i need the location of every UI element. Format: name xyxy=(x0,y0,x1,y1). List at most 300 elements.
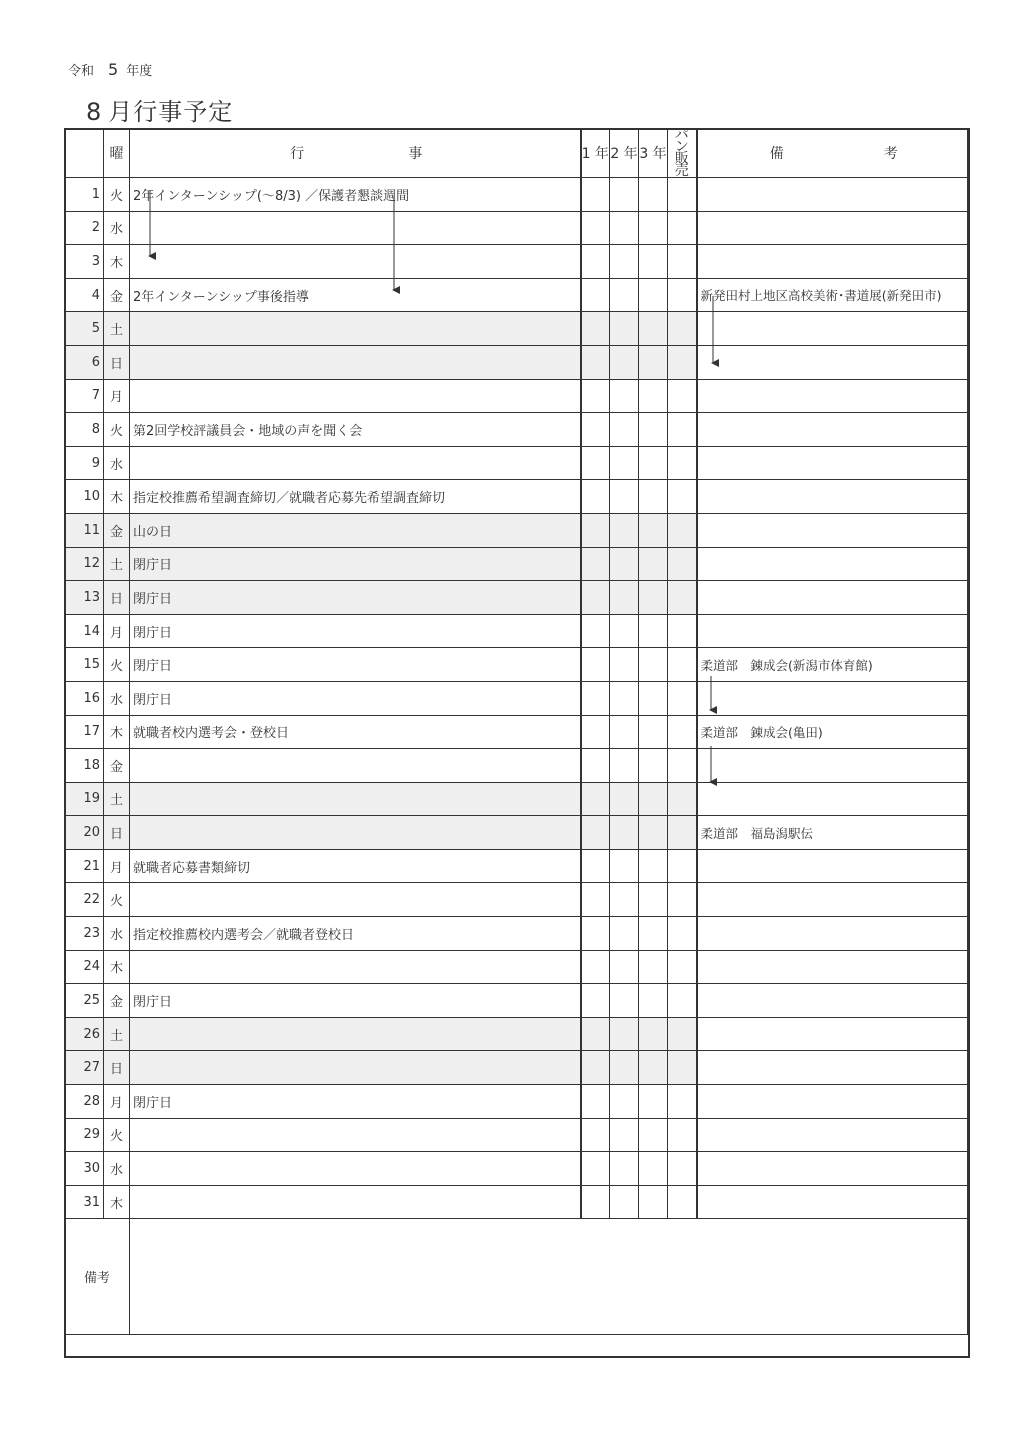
year2-cell[interactable] xyxy=(610,345,639,379)
year3-cell[interactable] xyxy=(639,917,668,951)
day-row xyxy=(65,581,968,615)
bread-sale-cell[interactable] xyxy=(668,513,697,547)
event-cell[interactable]: 就職者応募書類締切 xyxy=(130,849,581,883)
year2-cell[interactable] xyxy=(610,917,639,951)
page-title xyxy=(86,92,233,127)
bread-sale-cell[interactable] xyxy=(668,581,697,615)
note-cell[interactable] xyxy=(697,849,968,883)
note-cell[interactable] xyxy=(697,211,968,245)
day-row xyxy=(65,715,968,749)
year3-cell[interactable] xyxy=(639,245,668,279)
event-cell[interactable] xyxy=(130,749,581,783)
year1-cell[interactable] xyxy=(581,883,610,917)
day-number: 29 xyxy=(65,1118,104,1152)
day-number: 24 xyxy=(65,950,104,984)
event-cell[interactable]: 閉庁日 xyxy=(130,984,581,1018)
day-number: 18 xyxy=(65,749,104,783)
year3-cell[interactable] xyxy=(639,782,668,816)
header-event-a: 行 xyxy=(290,146,305,162)
day-row xyxy=(65,648,968,682)
note-cell[interactable] xyxy=(697,446,968,480)
year3-cell[interactable] xyxy=(639,547,668,581)
year3-cell[interactable] xyxy=(639,1085,668,1119)
year1-cell[interactable] xyxy=(581,178,610,212)
weekday: 水 xyxy=(104,211,130,245)
year2-cell[interactable] xyxy=(610,379,639,413)
header-note-b: 考 xyxy=(883,146,898,162)
year1-cell[interactable] xyxy=(581,1185,610,1219)
day-number: 5 xyxy=(65,312,104,346)
year2-cell[interactable] xyxy=(610,1118,639,1152)
bread-sale-cell[interactable] xyxy=(668,749,697,783)
year3-cell[interactable] xyxy=(639,211,668,245)
year1-cell[interactable] xyxy=(581,614,610,648)
event-cell[interactable] xyxy=(130,1118,581,1152)
day-row xyxy=(65,1152,968,1186)
year1-cell[interactable] xyxy=(581,984,610,1018)
year3-cell[interactable] xyxy=(639,379,668,413)
year1-cell[interactable] xyxy=(581,379,610,413)
note-cell[interactable]: 柔道部 錬成会(亀田) xyxy=(697,715,968,749)
year2-cell[interactable] xyxy=(610,749,639,783)
year3-cell[interactable] xyxy=(639,312,668,346)
bread-sale-cell[interactable] xyxy=(668,614,697,648)
year2-cell[interactable] xyxy=(610,1017,639,1051)
day-row xyxy=(65,211,968,245)
note-cell[interactable] xyxy=(697,614,968,648)
note-cell[interactable] xyxy=(697,480,968,514)
day-number: 1 xyxy=(65,178,104,212)
day-number: 7 xyxy=(65,379,104,413)
weekday: 月 xyxy=(104,849,130,883)
remarks-body[interactable] xyxy=(130,1219,968,1335)
schedule-table xyxy=(64,128,968,1335)
year3-cell[interactable] xyxy=(639,883,668,917)
day-row xyxy=(65,312,968,346)
year2-cell[interactable] xyxy=(610,446,639,480)
day-number: 23 xyxy=(65,917,104,951)
year3-cell[interactable] xyxy=(639,950,668,984)
day-row xyxy=(65,345,968,379)
year3-cell[interactable] xyxy=(639,648,668,682)
year2-cell[interactable] xyxy=(610,782,639,816)
day-number: 22 xyxy=(65,883,104,917)
note-cell[interactable] xyxy=(697,950,968,984)
bread-sale-cell[interactable] xyxy=(668,1152,697,1186)
header-note-a: 備 xyxy=(769,146,784,162)
day-row xyxy=(65,379,968,413)
year2-cell[interactable] xyxy=(610,245,639,279)
header-bread-sale xyxy=(668,129,697,178)
day-row xyxy=(65,1185,968,1219)
event-cell[interactable]: 閉庁日 xyxy=(130,681,581,715)
year3-cell[interactable] xyxy=(639,178,668,212)
weekday: 水 xyxy=(104,1152,130,1186)
year1-cell[interactable] xyxy=(581,816,610,850)
weekday: 金 xyxy=(104,749,130,783)
note-cell[interactable] xyxy=(697,1017,968,1051)
year1-cell[interactable] xyxy=(581,312,610,346)
event-cell[interactable] xyxy=(130,312,581,346)
day-number: 12 xyxy=(65,547,104,581)
event-cell[interactable]: 山の日 xyxy=(130,513,581,547)
weekday: 火 xyxy=(104,648,130,682)
weekday: 水 xyxy=(104,446,130,480)
event-cell[interactable]: 指定校推薦校内選考会／就職者登校日 xyxy=(130,917,581,951)
note-cell[interactable] xyxy=(697,984,968,1018)
year2-cell[interactable] xyxy=(610,715,639,749)
day-row xyxy=(65,278,968,312)
note-cell[interactable] xyxy=(697,917,968,951)
event-cell[interactable]: 閉庁日 xyxy=(130,648,581,682)
weekday: 火 xyxy=(104,413,130,447)
weekday: 木 xyxy=(104,245,130,279)
bread-sale-cell[interactable] xyxy=(668,312,697,346)
year1-cell[interactable] xyxy=(581,849,610,883)
day-row xyxy=(65,749,968,783)
day-row xyxy=(65,1051,968,1085)
year-suffix: 年度 xyxy=(126,64,153,79)
bread-sale-cell[interactable] xyxy=(668,849,697,883)
day-row xyxy=(65,1017,968,1051)
bread-sale-cell[interactable] xyxy=(668,413,697,447)
year3-cell[interactable] xyxy=(639,1185,668,1219)
day-row xyxy=(65,816,968,850)
event-cell[interactable]: 閉庁日 xyxy=(130,581,581,615)
day-row xyxy=(65,245,968,279)
day-row xyxy=(65,413,968,447)
year2-cell[interactable] xyxy=(610,312,639,346)
note-cell[interactable] xyxy=(697,1152,968,1186)
bread-sale-cell[interactable] xyxy=(668,178,697,212)
year1-cell[interactable] xyxy=(581,211,610,245)
event-cell[interactable] xyxy=(130,211,581,245)
bread-sale-cell[interactable] xyxy=(668,1085,697,1119)
event-cell[interactable] xyxy=(130,816,581,850)
weekday: 火 xyxy=(104,178,130,212)
year3-cell[interactable] xyxy=(639,1017,668,1051)
day-number: 17 xyxy=(65,715,104,749)
day-number: 15 xyxy=(65,648,104,682)
header-event xyxy=(130,129,581,178)
year1-cell[interactable] xyxy=(581,1051,610,1085)
header-day xyxy=(65,129,104,178)
day-row xyxy=(65,917,968,951)
year3-cell[interactable] xyxy=(639,1118,668,1152)
year2-cell[interactable] xyxy=(610,1051,639,1085)
weekday: 月 xyxy=(104,1085,130,1119)
bread-sale-cell[interactable] xyxy=(668,883,697,917)
bread-sale-cell[interactable] xyxy=(668,547,697,581)
weekday: 木 xyxy=(104,480,130,514)
note-cell[interactable] xyxy=(697,547,968,581)
remarks-label: 備考 xyxy=(65,1219,130,1335)
day-row xyxy=(65,480,968,514)
year2-cell[interactable] xyxy=(610,681,639,715)
bread-sale-cell[interactable] xyxy=(668,379,697,413)
weekday: 土 xyxy=(104,1017,130,1051)
era-name: 令和 xyxy=(68,64,95,79)
note-cell[interactable] xyxy=(697,178,968,212)
day-row xyxy=(65,681,968,715)
year2-cell[interactable] xyxy=(610,413,639,447)
weekday: 月 xyxy=(104,614,130,648)
day-number: 31 xyxy=(65,1185,104,1219)
weekday: 日 xyxy=(104,581,130,615)
bread-sale-cell[interactable] xyxy=(668,1051,697,1085)
day-number: 21 xyxy=(65,849,104,883)
year2-cell[interactable] xyxy=(610,278,639,312)
year2-cell[interactable] xyxy=(610,950,639,984)
header-year2: 2 年 xyxy=(610,129,639,178)
year2-cell[interactable] xyxy=(610,883,639,917)
year2-cell[interactable] xyxy=(610,480,639,514)
bread-sale-cell[interactable] xyxy=(668,715,697,749)
year3-cell[interactable] xyxy=(639,984,668,1018)
header-year1: 1 年 xyxy=(581,129,610,178)
event-cell[interactable]: 閉庁日 xyxy=(130,547,581,581)
year1-cell[interactable] xyxy=(581,345,610,379)
bread-sale-cell[interactable] xyxy=(668,648,697,682)
event-cell[interactable]: 2年インターンシップ事後指導 xyxy=(130,278,581,312)
year3-cell[interactable] xyxy=(639,480,668,514)
bread-sale-cell[interactable] xyxy=(668,984,697,1018)
year2-cell[interactable] xyxy=(610,1085,639,1119)
day-number: 27 xyxy=(65,1051,104,1085)
year1-cell[interactable] xyxy=(581,278,610,312)
year2-cell[interactable] xyxy=(610,178,639,212)
event-cell[interactable] xyxy=(130,1185,581,1219)
year3-cell[interactable] xyxy=(639,345,668,379)
event-cell[interactable] xyxy=(130,245,581,279)
day-row xyxy=(65,1085,968,1119)
day-number: 11 xyxy=(65,513,104,547)
bread-sale-cell[interactable] xyxy=(668,211,697,245)
note-cell[interactable] xyxy=(697,782,968,816)
event-cell[interactable] xyxy=(130,446,581,480)
bread-sale-cell[interactable] xyxy=(668,681,697,715)
weekday: 土 xyxy=(104,312,130,346)
weekday: 火 xyxy=(104,883,130,917)
bread-sale-cell[interactable] xyxy=(668,816,697,850)
bread-sale-cell[interactable] xyxy=(668,950,697,984)
day-number: 25 xyxy=(65,984,104,1018)
day-number: 19 xyxy=(65,782,104,816)
weekday: 金 xyxy=(104,278,130,312)
year2-cell[interactable] xyxy=(610,1152,639,1186)
weekday: 金 xyxy=(104,984,130,1018)
note-cell[interactable] xyxy=(697,379,968,413)
year2-cell[interactable] xyxy=(610,816,639,850)
day-number: 3 xyxy=(65,245,104,279)
day-row xyxy=(65,849,968,883)
year3-cell[interactable] xyxy=(639,749,668,783)
year1-cell[interactable] xyxy=(581,581,610,615)
year3-cell[interactable] xyxy=(639,849,668,883)
day-number: 6 xyxy=(65,345,104,379)
event-cell[interactable] xyxy=(130,782,581,816)
weekday: 火 xyxy=(104,1118,130,1152)
note-cell[interactable] xyxy=(697,312,968,346)
year3-cell[interactable] xyxy=(639,816,668,850)
note-cell[interactable] xyxy=(697,1118,968,1152)
event-cell[interactable]: 閉庁日 xyxy=(130,614,581,648)
year1-cell[interactable] xyxy=(581,1017,610,1051)
bread-sale-cell[interactable] xyxy=(668,917,697,951)
year3-cell[interactable] xyxy=(639,1051,668,1085)
year1-cell[interactable] xyxy=(581,513,610,547)
year3-cell[interactable] xyxy=(639,278,668,312)
year3-cell[interactable] xyxy=(639,581,668,615)
fiscal-year-label xyxy=(68,60,152,79)
bread-sale-cell[interactable] xyxy=(668,278,697,312)
note-cell[interactable] xyxy=(697,345,968,379)
event-cell[interactable] xyxy=(130,379,581,413)
bread-sale-cell[interactable] xyxy=(668,1185,697,1219)
header-bread-b: 販売 xyxy=(674,151,689,179)
year2-cell[interactable] xyxy=(610,984,639,1018)
day-row xyxy=(65,1118,968,1152)
note-cell[interactable] xyxy=(697,681,968,715)
weekday: 日 xyxy=(104,345,130,379)
header-row xyxy=(65,129,968,178)
note-cell[interactable] xyxy=(697,513,968,547)
weekday: 水 xyxy=(104,681,130,715)
bread-sale-cell[interactable] xyxy=(668,480,697,514)
year3-cell[interactable] xyxy=(639,446,668,480)
year1-cell[interactable] xyxy=(581,749,610,783)
year1-cell[interactable] xyxy=(581,648,610,682)
note-cell[interactable] xyxy=(697,1185,968,1219)
weekday: 木 xyxy=(104,715,130,749)
year2-cell[interactable] xyxy=(610,614,639,648)
year1-cell[interactable] xyxy=(581,547,610,581)
bread-sale-cell[interactable] xyxy=(668,1017,697,1051)
year1-cell[interactable] xyxy=(581,782,610,816)
day-row xyxy=(65,984,968,1018)
bread-sale-cell[interactable] xyxy=(668,245,697,279)
year1-cell[interactable] xyxy=(581,413,610,447)
note-cell[interactable] xyxy=(697,413,968,447)
day-number: 10 xyxy=(65,480,104,514)
era-year: 5 xyxy=(108,60,119,79)
bread-sale-cell[interactable] xyxy=(668,1118,697,1152)
day-number: 28 xyxy=(65,1085,104,1119)
header-event-b: 事 xyxy=(408,146,423,162)
year3-cell[interactable] xyxy=(639,681,668,715)
note-cell[interactable] xyxy=(697,883,968,917)
year2-cell[interactable] xyxy=(610,581,639,615)
event-cell[interactable] xyxy=(130,1017,581,1051)
year3-cell[interactable] xyxy=(639,1152,668,1186)
bread-sale-cell[interactable] xyxy=(668,782,697,816)
event-cell[interactable] xyxy=(130,883,581,917)
weekday: 水 xyxy=(104,917,130,951)
day-number: 8 xyxy=(65,413,104,447)
year1-cell[interactable] xyxy=(581,715,610,749)
year1-cell[interactable] xyxy=(581,446,610,480)
event-cell[interactable]: 就職者校内選考会・登校日 xyxy=(130,715,581,749)
year1-cell[interactable] xyxy=(581,1085,610,1119)
event-cell[interactable]: 閉庁日 xyxy=(130,1085,581,1119)
weekday: 日 xyxy=(104,1051,130,1085)
note-cell[interactable]: 新発田村上地区高校美術･書道展(新発田市) xyxy=(697,278,968,312)
day-row xyxy=(65,950,968,984)
year1-cell[interactable] xyxy=(581,681,610,715)
day-number: 20 xyxy=(65,816,104,850)
note-cell[interactable] xyxy=(697,1051,968,1085)
day-row xyxy=(65,883,968,917)
day-number: 2 xyxy=(65,211,104,245)
year3-cell[interactable] xyxy=(639,715,668,749)
header-year3: 3 年 xyxy=(639,129,668,178)
event-cell[interactable] xyxy=(130,1051,581,1085)
event-cell[interactable]: 指定校推薦希望調査締切／就職者応募先希望調査締切 xyxy=(130,480,581,514)
year3-cell[interactable] xyxy=(639,413,668,447)
year1-cell[interactable] xyxy=(581,1152,610,1186)
event-cell[interactable] xyxy=(130,1152,581,1186)
year1-cell[interactable] xyxy=(581,480,610,514)
header-weekday: 曜 xyxy=(104,129,130,178)
year3-cell[interactable] xyxy=(639,513,668,547)
year2-cell[interactable] xyxy=(610,513,639,547)
year2-cell[interactable] xyxy=(610,547,639,581)
note-cell[interactable] xyxy=(697,581,968,615)
note-cell[interactable] xyxy=(697,1085,968,1119)
note-cell[interactable]: 柔道部 錬成会(新潟市体育館) xyxy=(697,648,968,682)
day-number: 14 xyxy=(65,614,104,648)
bread-sale-cell[interactable] xyxy=(668,446,697,480)
event-cell[interactable]: 2年インターンシップ(〜8/3) ／保護者懇談週間 xyxy=(130,178,581,212)
day-row xyxy=(65,614,968,648)
remarks-row xyxy=(65,1219,968,1335)
event-cell[interactable]: 第2回学校評議員会・地域の声を聞く会 xyxy=(130,413,581,447)
header-notes xyxy=(697,129,968,178)
year2-cell[interactable] xyxy=(610,1185,639,1219)
day-number: 4 xyxy=(65,278,104,312)
event-cell[interactable] xyxy=(130,345,581,379)
year2-cell[interactable] xyxy=(610,211,639,245)
day-number: 16 xyxy=(65,681,104,715)
header-bread-a: パン xyxy=(674,127,689,155)
year2-cell[interactable] xyxy=(610,648,639,682)
weekday: 金 xyxy=(104,513,130,547)
year1-cell[interactable] xyxy=(581,917,610,951)
day-number: 9 xyxy=(65,446,104,480)
day-row xyxy=(65,513,968,547)
weekday: 月 xyxy=(104,379,130,413)
note-cell[interactable] xyxy=(697,749,968,783)
year1-cell[interactable] xyxy=(581,245,610,279)
weekday: 日 xyxy=(104,816,130,850)
note-cell[interactable]: 柔道部 福島潟駅伝 xyxy=(697,816,968,850)
year1-cell[interactable] xyxy=(581,1118,610,1152)
title-text: 月行事予定 xyxy=(108,98,234,126)
day-number: 13 xyxy=(65,581,104,615)
weekday: 木 xyxy=(104,950,130,984)
year2-cell[interactable] xyxy=(610,849,639,883)
year1-cell[interactable] xyxy=(581,950,610,984)
bread-sale-cell[interactable] xyxy=(668,345,697,379)
weekday: 土 xyxy=(104,547,130,581)
day-row xyxy=(65,782,968,816)
note-cell[interactable] xyxy=(697,245,968,279)
weekday: 土 xyxy=(104,782,130,816)
day-number: 30 xyxy=(65,1152,104,1186)
day-number: 26 xyxy=(65,1017,104,1051)
year3-cell[interactable] xyxy=(639,614,668,648)
event-cell[interactable] xyxy=(130,950,581,984)
